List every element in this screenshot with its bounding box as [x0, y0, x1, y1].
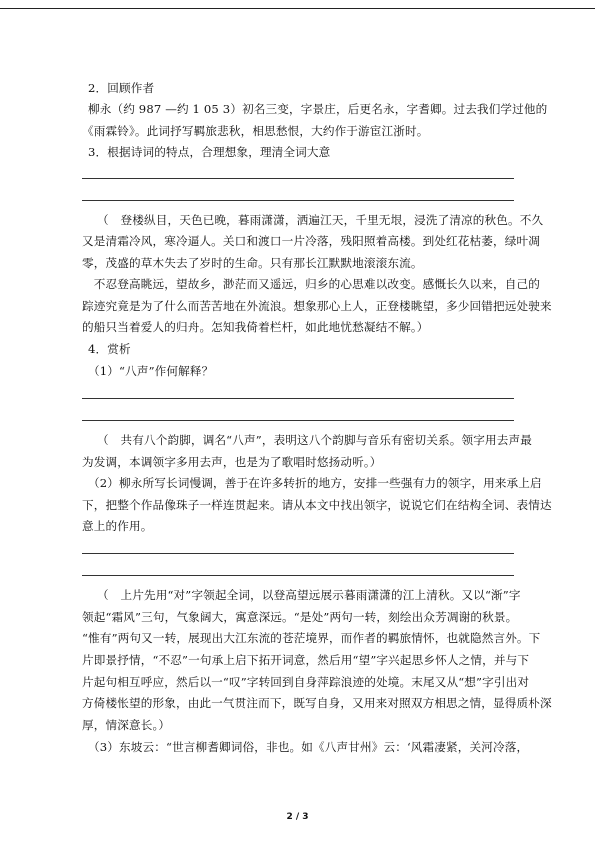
answer-blank-line [82, 420, 514, 421]
answer-blank-line [82, 178, 514, 179]
page-number: 2 / 3 [286, 812, 309, 822]
question-1: （1）“八声”作何解释？ [88, 364, 214, 378]
header-rule [0, 8, 595, 9]
answer-2-line: 方倚楼怅望的形象，由此一气贯注而下，既写自身，又用来对照双方相思之情，显得质朴深 [82, 696, 552, 710]
answer-text-line: 又是清霜冷风，寒冷逼人。关口和渡口一片冷落，残阳照着高楼。到处红花枯萎，绿叶凋 [82, 234, 541, 248]
question-2-line: （2）柳永所写长词慢调，善于在许多转折的地方，安排一些强有力的领字，用来承上启 [88, 476, 542, 490]
question-2-line: 意上的作用。 [82, 519, 153, 533]
answer-1-line: 为发调，本调领字多用去声，也是为了歌唱时悠扬动听。） [82, 455, 382, 469]
answer-1-line: （ 共有八个韵脚，调名“八声”，表明这八个韵脚与音乐有密切关系。领字用去声最 [97, 433, 532, 447]
answer-blank-line [82, 200, 514, 201]
answer-blank-line [82, 575, 514, 576]
author-bio-line: 柳永（约 987 —约 1 05 3）初名三变，字景庄，后更名永，字耆卿。过去我们学过他的 [88, 102, 548, 116]
section-heading-review-author: 2．回顾作者 [88, 81, 155, 95]
answer-text-line: 不忍登高眺远，望故乡，渺茫而又遥远，归乡的心思难以改变。感慨长久以来，自己的 [82, 277, 541, 291]
answer-text-line: 零，茂盛的草木失去了岁时的生命。只有那长江默默地滚滚东流。 [82, 256, 423, 270]
answer-2-line: 厚，情深意长。） [82, 718, 171, 732]
answer-blank-line [82, 398, 514, 399]
section-heading-appreciation: 4．赏析 [88, 342, 131, 356]
answer-2-line: 片起句相互呼应，然后以一“叹”字转回到自身萍踪浪迹的处境。末尾又从“想”字引出对 [82, 675, 530, 689]
author-bio-line: 《雨霖铃》。此词抒写羁旅悲秋，相思愁恨，大约作于游宦江浙时。 [82, 124, 429, 138]
answer-text-line: （ 登楼纵目，天色已晚，暮雨潇潇，洒遍江天，千里无垠，浸洗了清凉的秋色。不久 [97, 213, 544, 227]
question-3-line: （3）东坡云：“世言柳耆卿词俗，非也。如《八声甘州》云：‘风霜凄紧，关河冷落， [88, 740, 529, 754]
answer-2-line: 领起“霜风”三句，气象阔大，寓意深远。“是处”两句一转，刻绘出众芳凋谢的秋景。 [82, 610, 518, 624]
answer-text-line: 踪迹究竟是为了什么而苦苦地在外流浪。想象那心上人，正登楼眺望，多少回错把远处驶来 [82, 299, 552, 313]
question-2-line: 下，把整个作品像珠子一样连贯起来。请从本文中找出领字，说说它们在结构全词、表情达 [82, 498, 552, 512]
answer-2-line: “惟有”两句又一转，展现出大江东流的苍茫境界，而作者的羁旅情怀，也就隐然言外。下 [82, 631, 541, 645]
answer-2-line: 片即景抒情，“不忍”一句承上启下拓开词意，然后用“望”字兴起思乡怀人之情，并与下 [82, 653, 530, 667]
answer-text-line: 的船只当着爱人的归舟。怎知我倚着栏杆，如此地忧愁凝结不解。） [82, 320, 429, 334]
answer-2-line: （ 上片先用“对”字领起全词，以登高望远展示暮雨潇潇的江上清秋。又以“渐”字 [97, 588, 521, 602]
section-heading-imagine: 3．根据诗词的特点，合理想象，理清全词大意 [88, 145, 331, 159]
answer-blank-line [82, 553, 514, 554]
